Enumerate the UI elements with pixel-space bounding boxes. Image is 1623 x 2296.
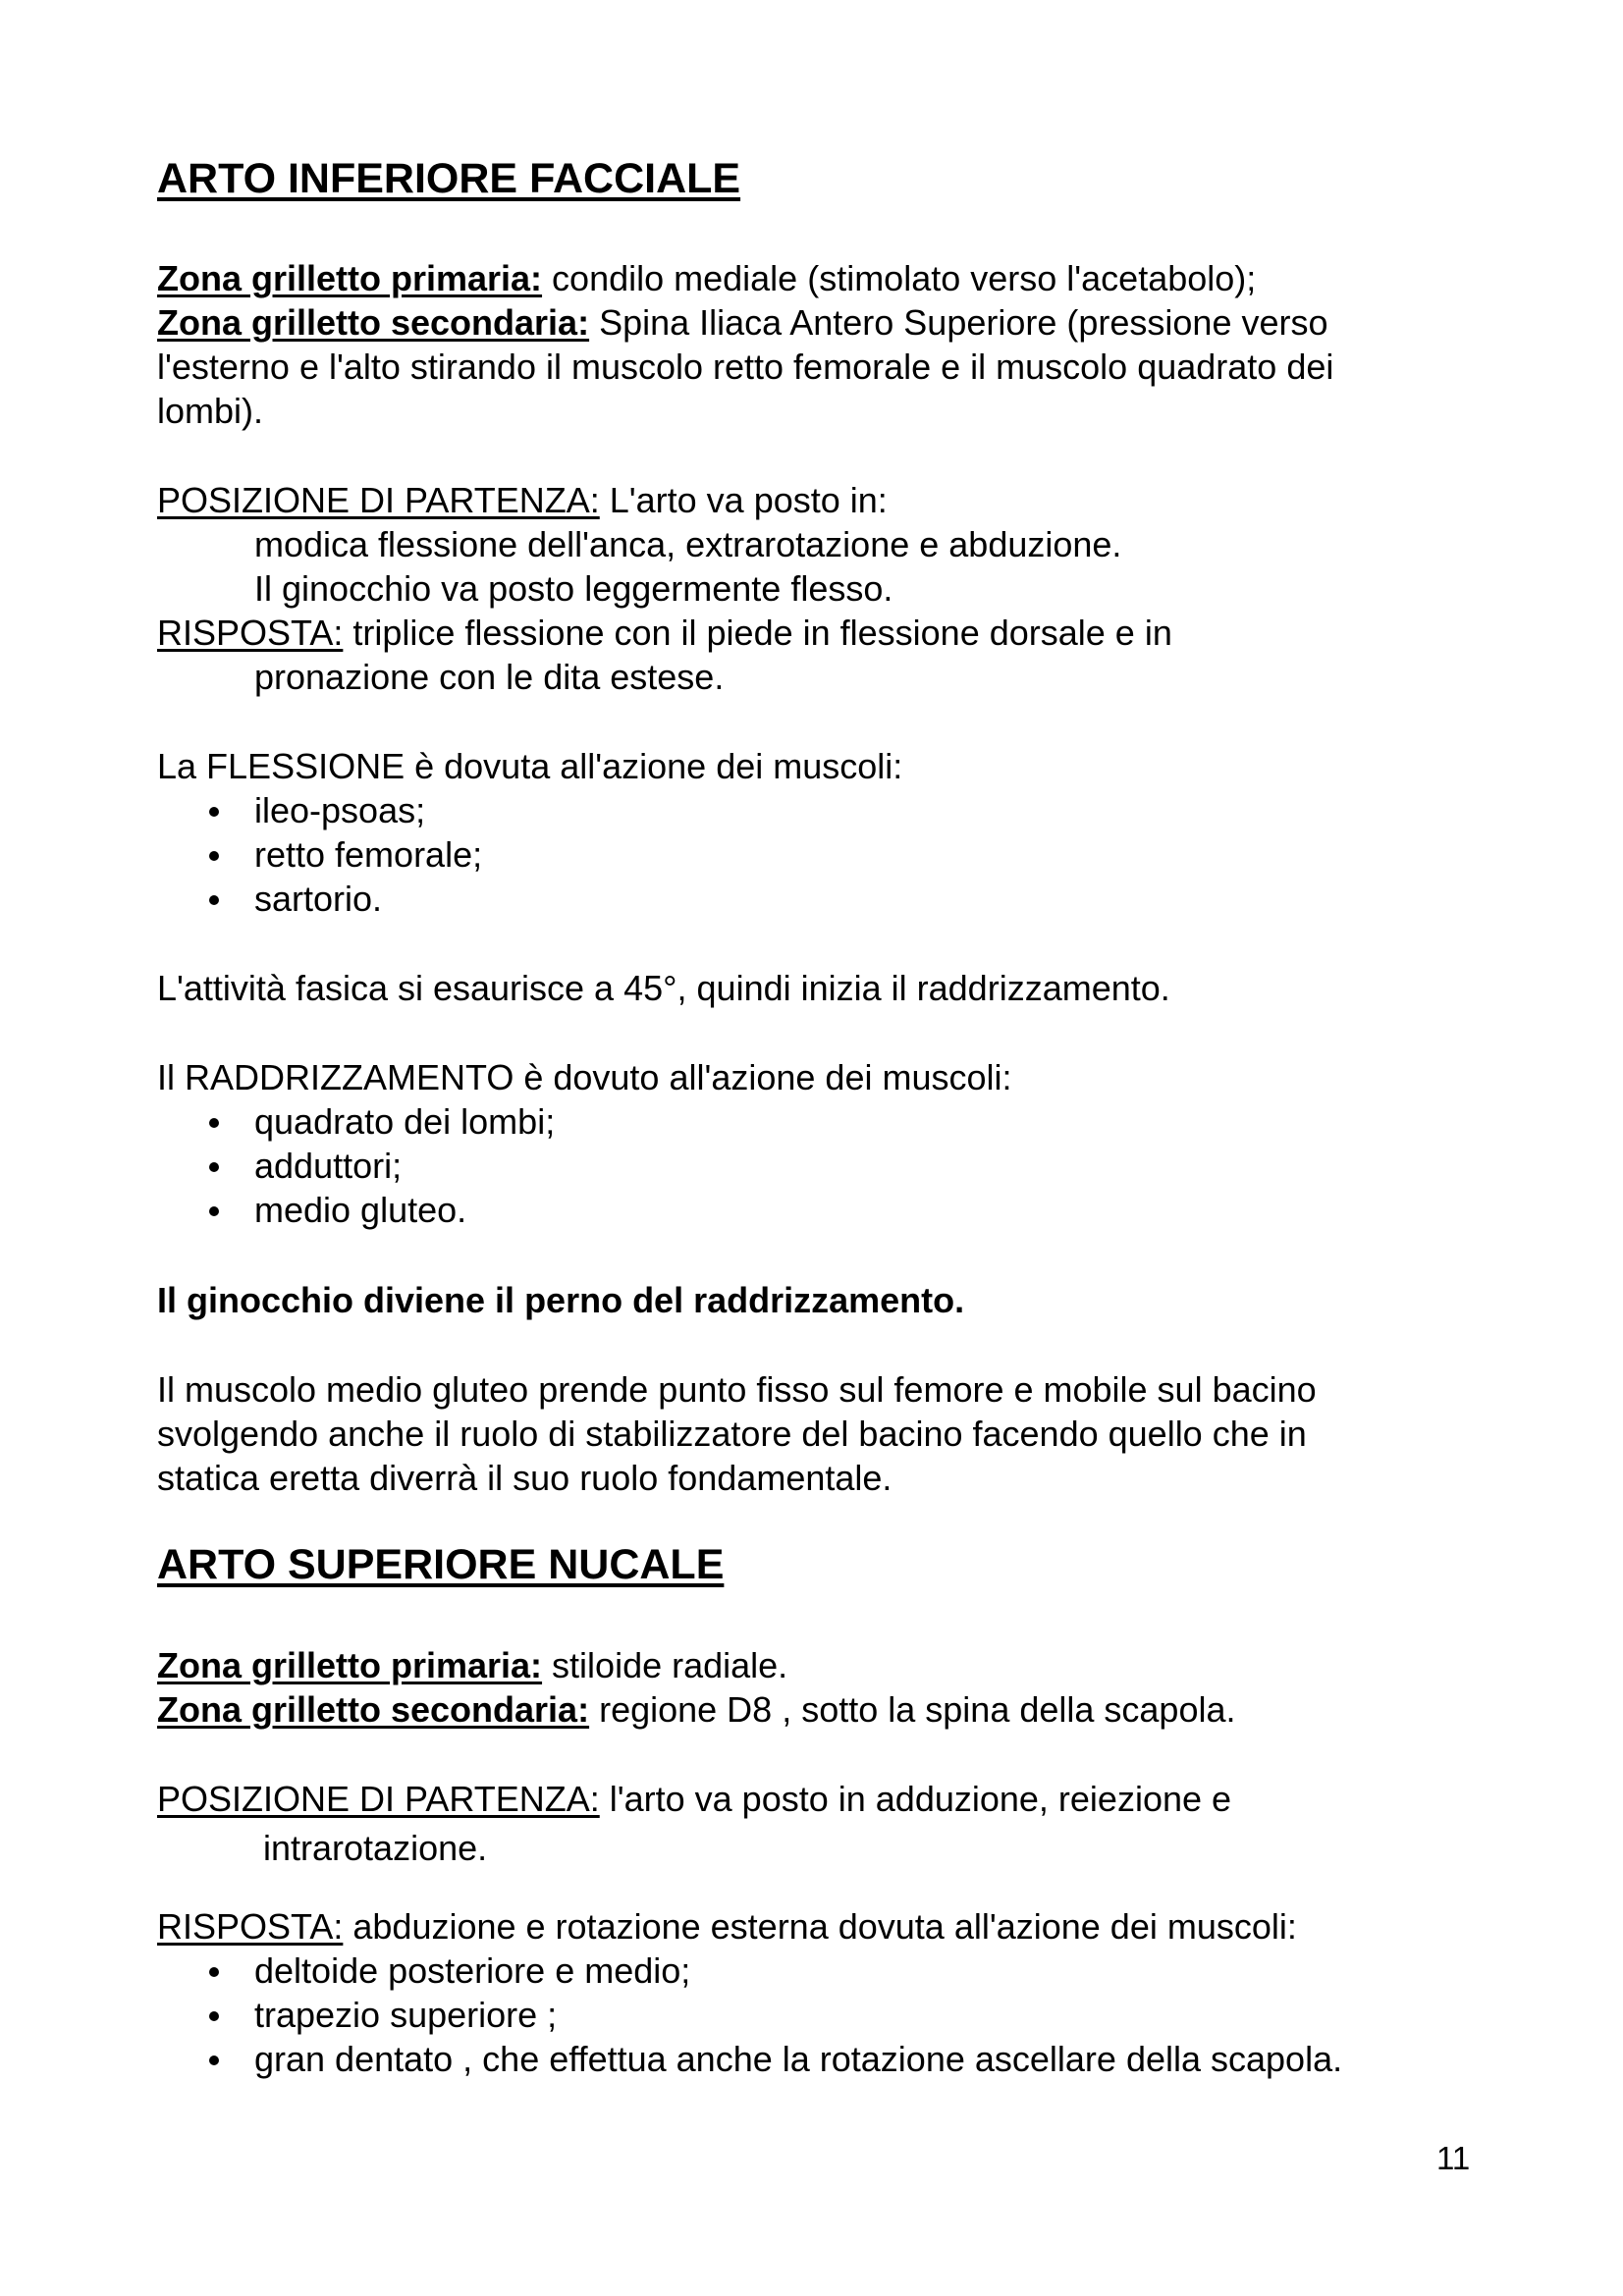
starting-position-label: POSIZIONE DI PARTENZA: xyxy=(157,480,600,520)
bullet-icon xyxy=(209,1118,219,1128)
bullet-icon xyxy=(209,1206,219,1216)
primary-trigger-label: Zona grilletto primaria: xyxy=(157,258,543,298)
starting-position xyxy=(157,1777,1231,1821)
starting-position-line-3: Il ginocchio va posto leggermente flesso. xyxy=(254,568,893,609)
straightening-intro: Il RADDRIZZAMENTO è dovuto all'azione dei muscoli: xyxy=(157,1057,1012,1097)
list-item: adduttori; xyxy=(254,1146,403,1186)
gluteus-paragraph-line-1: Il muscolo medio gluteo prende punto fisso sul femore e mobile sul bacino xyxy=(157,1369,1317,1410)
list-item: ileo-psoas; xyxy=(254,790,426,830)
response-line-2: pronazione con le dita estese. xyxy=(254,657,725,697)
bullet-icon xyxy=(209,2056,219,2065)
secondary-trigger-text: Spina Iliaca Antero Superiore (pressione verso xyxy=(589,302,1328,343)
starting-position xyxy=(157,478,888,522)
secondary-trigger-label: Zona grilletto secondaria: xyxy=(157,1689,590,1730)
response-label: RISPOSTA: xyxy=(157,613,344,653)
list-item: deltoide posteriore e medio; xyxy=(254,1950,691,1991)
secondary-trigger-zone xyxy=(157,300,1328,345)
starting-position-text: l'arto va posto in adduzione, reiezione e xyxy=(599,1779,1232,1819)
section-heading-lower-limb: ARTO INFERIORE FACCIALE xyxy=(157,155,741,202)
starting-position-line-2: intrarotazione. xyxy=(263,1828,488,1868)
bullet-icon xyxy=(209,851,219,861)
secondary-trigger-label: Zona grilletto secondaria: xyxy=(157,302,590,343)
secondary-trigger-zone xyxy=(157,1687,1235,1732)
primary-trigger-zone xyxy=(157,256,1256,300)
secondary-trigger-text-line-2: l'esterno e l'alto stirando il muscolo retto femorale e il muscolo quadrato dei xyxy=(157,347,1334,387)
page-number: 11 xyxy=(1436,2140,1471,2176)
list-item: medio gluteo. xyxy=(254,1190,467,1230)
secondary-trigger-text: regione D8 , sotto la spina della scapola. xyxy=(589,1689,1236,1730)
response-label: RISPOSTA: xyxy=(157,1906,344,1947)
bullet-icon xyxy=(209,807,219,817)
primary-trigger-text: stiloide radiale. xyxy=(542,1645,788,1685)
list-item: gran dentato , che effettua anche la rotazione ascellare della scapola. xyxy=(254,2039,1343,2079)
gluteus-paragraph-line-3: statica eretta diverrà il suo ruolo fondamentale. xyxy=(157,1458,893,1498)
response xyxy=(157,611,1172,655)
phasic-activity-text: L'attività fasica si esaurisce a 45°, quindi inizia il raddrizzamento. xyxy=(157,968,1170,1008)
bullet-icon xyxy=(209,1967,219,1977)
list-item: retto femorale; xyxy=(254,834,483,875)
bullet-icon xyxy=(209,895,219,905)
primary-trigger-zone xyxy=(157,1643,787,1687)
primary-trigger-label: Zona grilletto primaria: xyxy=(157,1645,543,1685)
secondary-trigger-text-line-3: lombi). xyxy=(157,391,264,431)
bullet-icon xyxy=(209,1162,219,1172)
list-item: sartorio. xyxy=(254,879,383,919)
gluteus-paragraph-line-2: svolgendo anche il ruolo di stabilizzatore del bacino facendo quello che in xyxy=(157,1414,1307,1454)
section-heading-upper-limb: ARTO SUPERIORE NUCALE xyxy=(157,1541,725,1588)
response-text: triplice flessione con il piede in flessione dorsale e in xyxy=(343,613,1172,653)
knee-pivot-statement: Il ginocchio diviene il perno del raddrizzamento. xyxy=(157,1280,965,1320)
flexion-intro: La FLESSIONE è dovuta all'azione dei muscoli: xyxy=(157,746,903,786)
starting-position-line-2: modica flessione dell'anca, extrarotazione e abduzione. xyxy=(254,524,1122,564)
starting-position-label: POSIZIONE DI PARTENZA: xyxy=(157,1779,600,1819)
response xyxy=(157,1904,1297,1949)
list-item: quadrato dei lombi; xyxy=(254,1101,556,1142)
list-item: trapezio superiore ; xyxy=(254,1995,558,2035)
bullet-icon xyxy=(209,2011,219,2021)
starting-position-text: L'arto va posto in: xyxy=(599,480,888,520)
response-text: abduzione e rotazione esterna dovuta all'azione dei muscoli: xyxy=(343,1906,1297,1947)
primary-trigger-text: condilo mediale (stimolato verso l'acetabolo); xyxy=(542,258,1257,298)
